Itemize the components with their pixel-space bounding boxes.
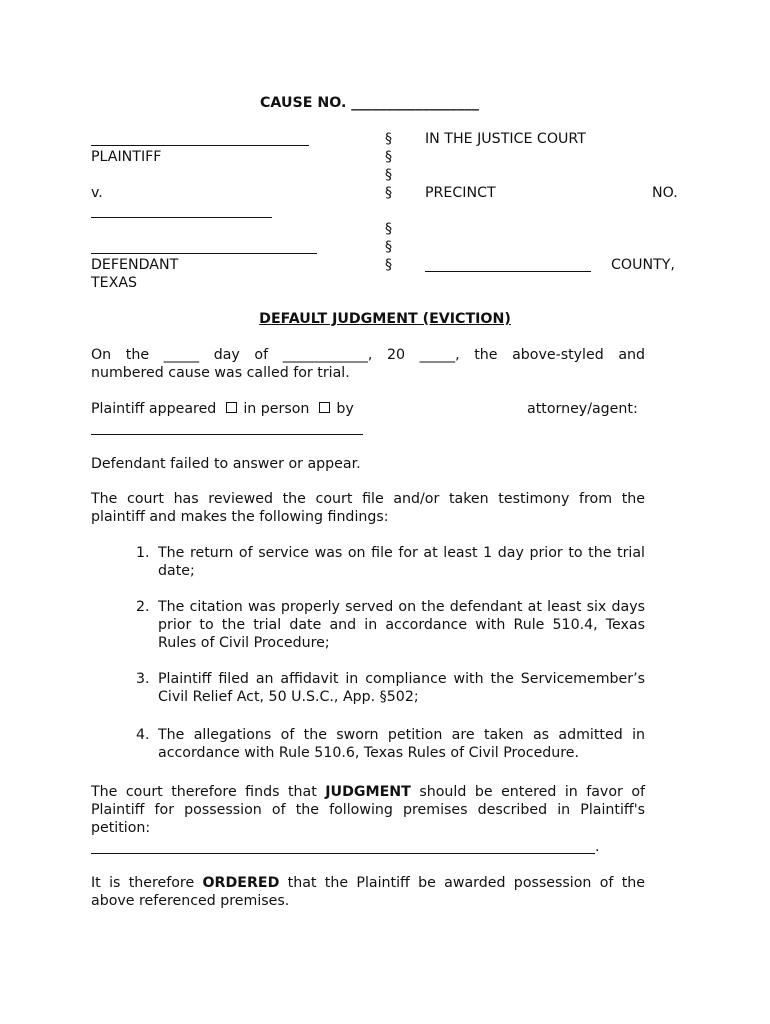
attorney-agent-line[interactable] [91, 434, 363, 435]
by-label: by [336, 401, 354, 417]
document-title-text: DEFAULT JUDGMENT (EVICTION) [259, 311, 511, 327]
defendant-failed-text: Defendant failed to answer or appear. [91, 456, 361, 472]
county-name-line[interactable] [425, 271, 591, 272]
month-blank[interactable]: ____________ [282, 347, 368, 363]
year-blank[interactable]: _____ [419, 347, 456, 363]
section-mark: § [385, 239, 393, 255]
precinct-label: PRECINCT [425, 185, 496, 201]
ordered-keyword: ORDERED [202, 875, 280, 891]
state-label: TEXAS [91, 275, 138, 291]
versus-label: v. [91, 185, 103, 201]
order-paragraph: It is therefore ORDERED that the Plaintiff be awarded possession of the above referenced premises. [91, 875, 645, 909]
finding-item: 4. The allegations of the sworn petition are taken as admitted in accordance with Rule 510.6, Texas Rules of Civil Procedure. [136, 727, 645, 761]
court-label: IN THE JUSTICE COURT [425, 131, 586, 147]
premises-period: . [595, 839, 600, 855]
in-person-checkbox[interactable] [226, 402, 237, 413]
in-person-label: in person [243, 401, 310, 417]
judgment-keyword: JUDGMENT [325, 784, 411, 800]
cause-label: CAUSE NO. [260, 95, 352, 111]
precinct-no-label: NO. [652, 185, 678, 201]
appearance-label: Plaintiff appeared [91, 401, 217, 417]
defendant-label: DEFENDANT [91, 257, 179, 273]
section-mark: § [385, 149, 393, 165]
defendant-name-line[interactable] [91, 253, 317, 254]
finding-item: 3. Plaintiff filed an affidavit in compliance with the Servicemember’s Civil Relief Act, 50 U.S.C., App. §502; [136, 671, 645, 705]
appearance-row [91, 400, 354, 418]
county-label: COUNTY, [611, 257, 675, 273]
document-title [0, 310, 770, 328]
section-mark: § [385, 185, 393, 201]
section-mark: § [385, 131, 393, 147]
judgment-paragraph: The court therefore finds that JUDGMENT should be entered in favor of Plaintiff for possession of the following premises described in Plaintiff's petition: [91, 784, 645, 836]
cause-number-heading [260, 94, 479, 112]
versus-name-line[interactable] [91, 217, 272, 218]
attorney-agent-label: attorney/agent: [527, 401, 638, 417]
section-mark: § [385, 221, 393, 237]
plaintiff-label: PLAINTIFF [91, 149, 162, 165]
trial-called-text: numbered cause was called for trial. [91, 365, 350, 381]
findings-list [136, 544, 645, 762]
section-mark: § [385, 257, 393, 273]
plaintiff-name-line[interactable] [91, 145, 309, 146]
finding-item: 2. The citation was properly served on the defendant at least six days prior to the trial date and in accordance with Rule 510.4, Texas Rules of Civil Procedure; [136, 599, 645, 651]
by-agent-checkbox[interactable] [319, 402, 330, 413]
trial-date-line: On the _____ day of ____________, 20 _____, the above-styled and [91, 347, 646, 363]
review-paragraph: The court has reviewed the court file and/or taken testimony from the plaintiff and makes the following findings: [91, 491, 645, 525]
premises-line[interactable] [91, 853, 595, 854]
day-blank[interactable]: _____ [163, 347, 200, 363]
trial-date-paragraph [91, 346, 645, 382]
section-mark: § [385, 167, 393, 183]
finding-item: 1. The return of service was on file for at least 1 day prior to the trial date; [136, 545, 645, 579]
cause-number-blank[interactable]: __________________ [351, 95, 479, 111]
